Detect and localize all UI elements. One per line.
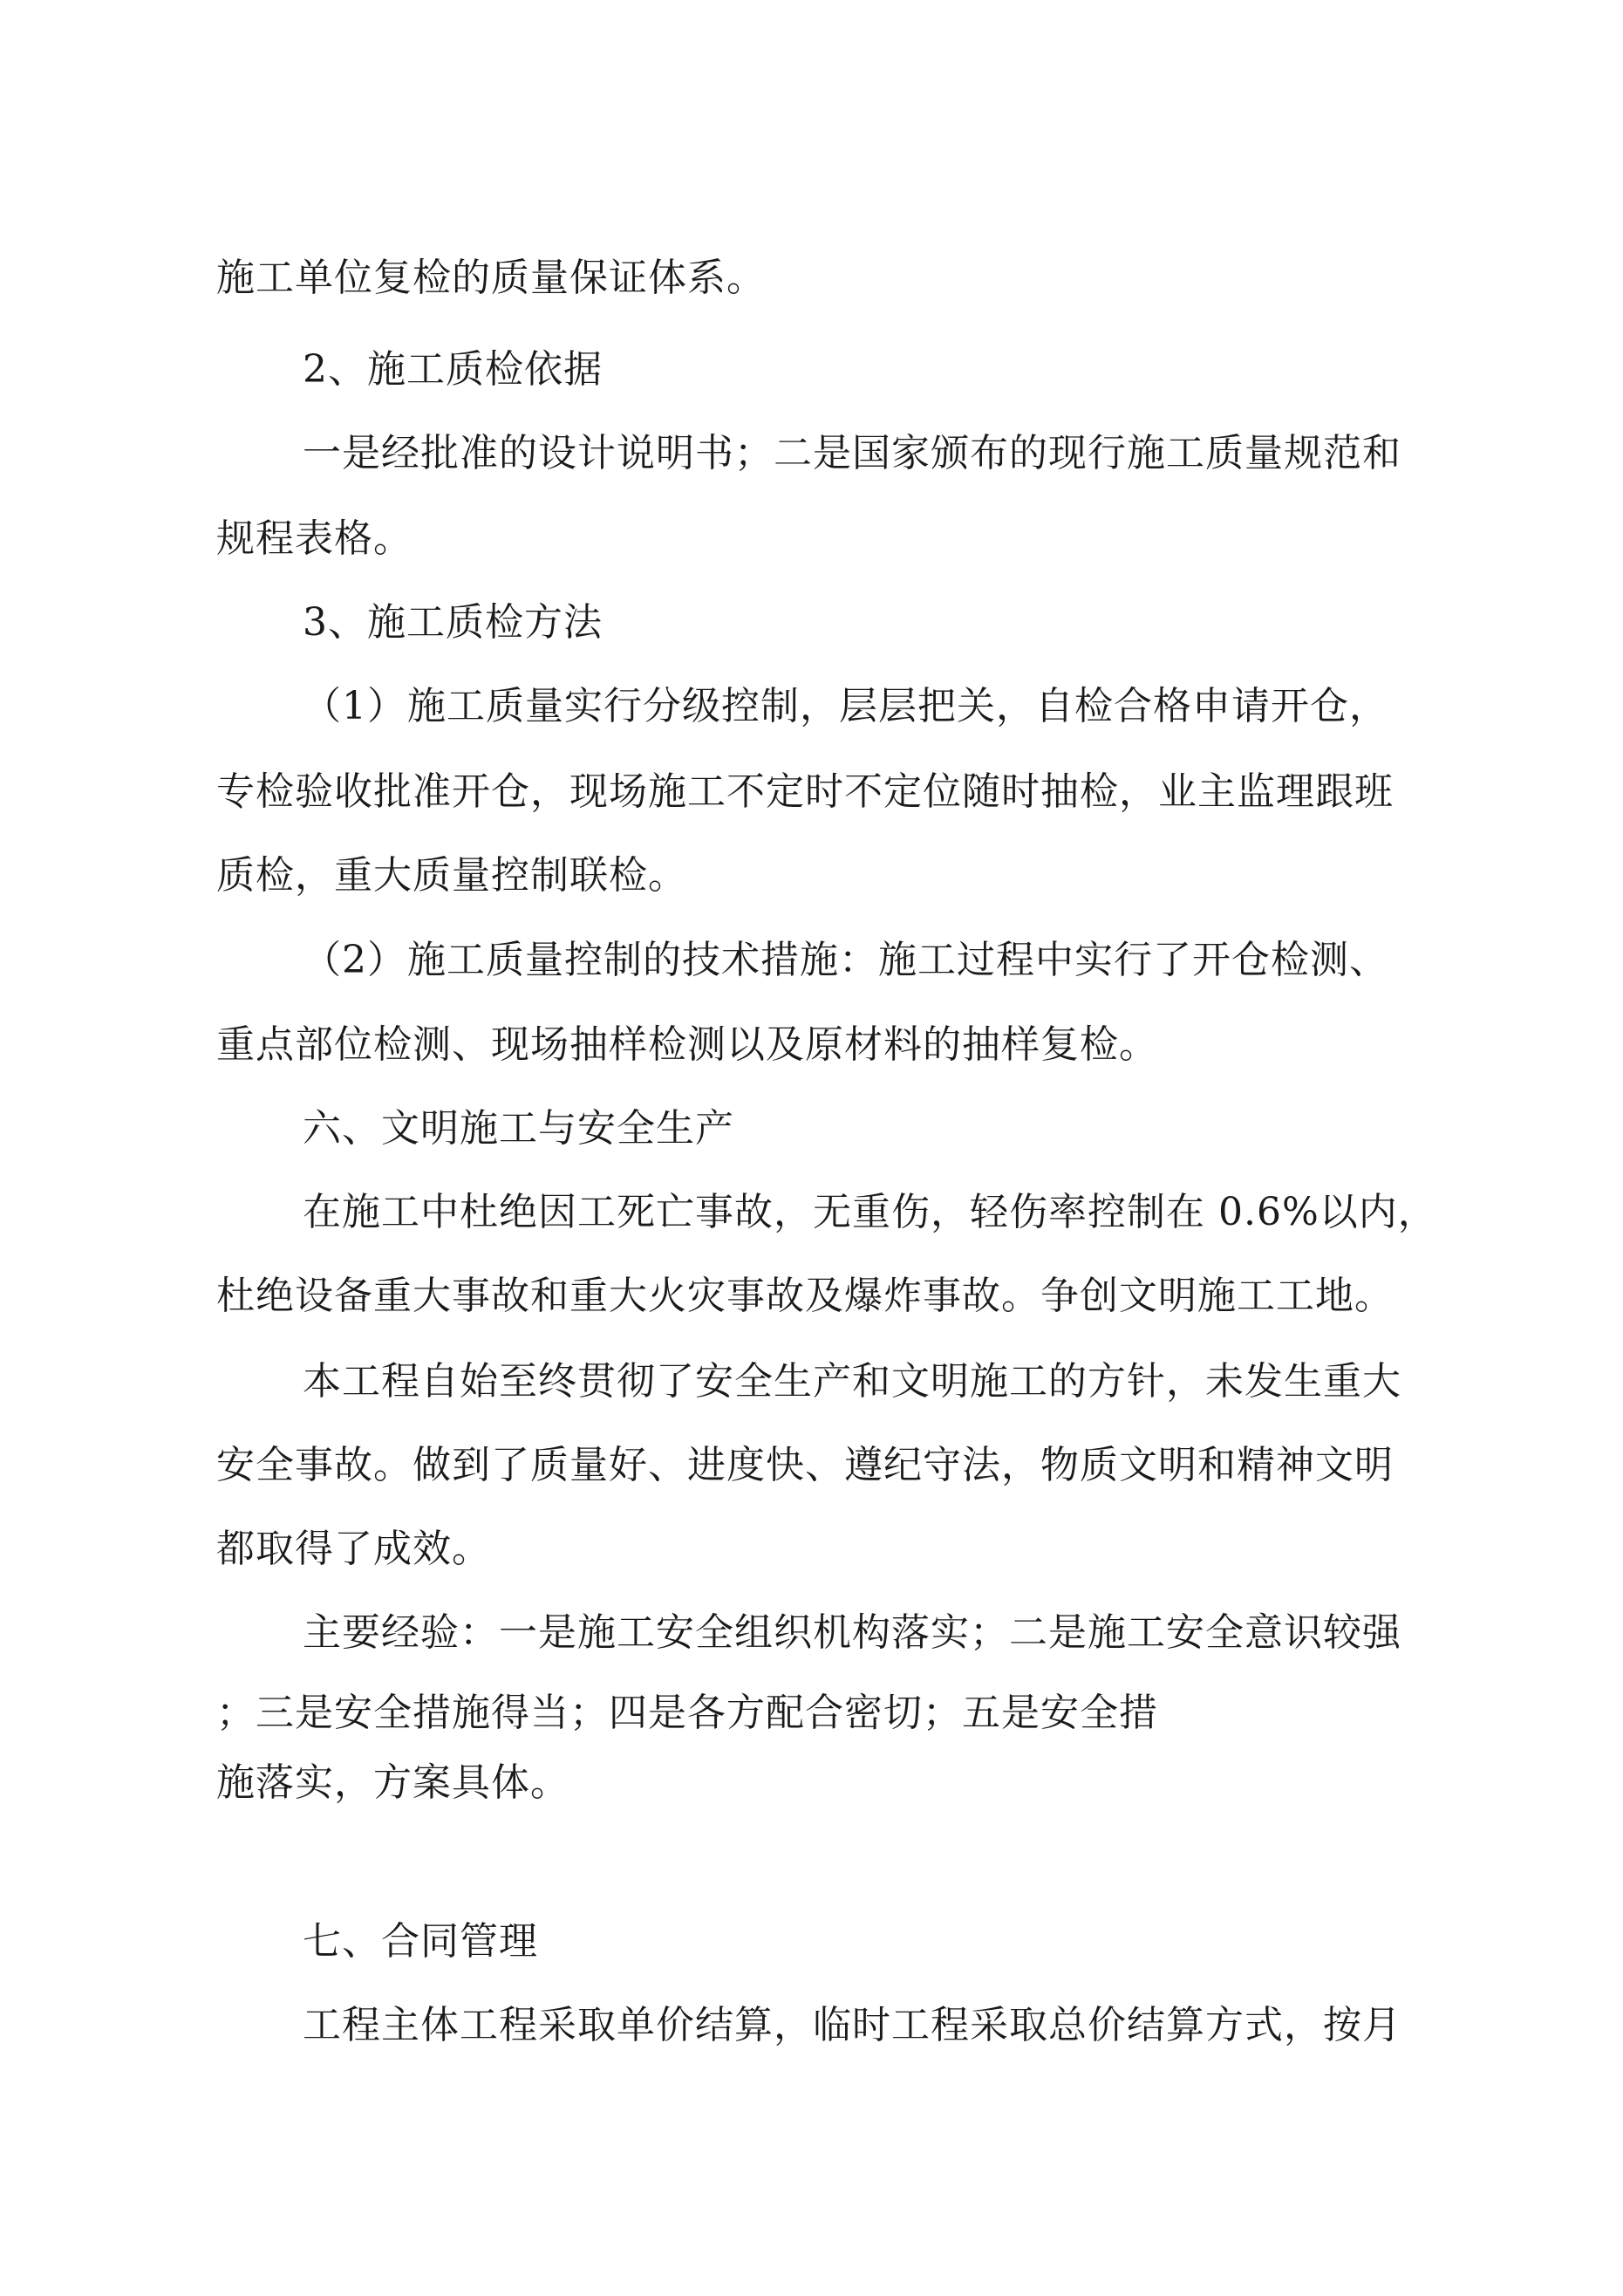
list-item-text: 施工质量控制的技术措施：施工过程中实行了开仓检测、 (407, 938, 1388, 982)
text-line: 主要经验：一是施工安全组织机构落实；二是施工安全意识较强 (303, 1610, 1401, 1655)
list-item (303, 936, 1388, 985)
text-line: 工程主体工程采取单价结算，临时工程采取总价结算方式，按月 (303, 2003, 1401, 2047)
text-line: 安全事故。做到了质量好、进度快、遵纪守法，物质文明和精神文明 (216, 1443, 1394, 1487)
text-line: 质检，重大质量控制联检。 (216, 853, 687, 898)
text-line: 重点部位检测、现场抽样检测以及原材料的抽样复检。 (216, 1022, 1158, 1067)
text-line: 施落实，方案具体。 (216, 1760, 569, 1805)
text-line: 专检验收批准开仓，现场施工不定时不定位随时抽检，业主监理跟班 (216, 769, 1394, 814)
list-item-number: （2） (303, 938, 406, 982)
text-line: 本工程自始至终贯彻了安全生产和文明施工的方针，未发生重大 (303, 1359, 1401, 1404)
text-line: 规程表格。 (216, 516, 413, 561)
text-line: 施工单位复检的质量保证体系。 (216, 256, 766, 300)
text-line: 一是经批准的设计说明书；二是国家颁布的现行施工质量规范和 (303, 431, 1401, 475)
list-item (303, 682, 1388, 731)
section-heading: 七、合同管理 (303, 1919, 538, 1964)
text-line: 在施工中杜绝因工死亡事故，无重伤，轻伤率控制在 0.6%以内， (303, 1190, 1437, 1234)
section-heading: 2、施工质检依据 (303, 347, 603, 392)
text-line: 都取得了成效。 (216, 1527, 491, 1571)
list-item-number: （1） (303, 684, 406, 728)
section-heading: 3、施工质检方法 (303, 600, 603, 645)
section-heading: 六、文明施工与安全生产 (303, 1106, 734, 1151)
list-item-text: 施工质量实行分级控制，层层把关，自检合格申请开仓， (407, 684, 1388, 728)
text-line: 杜绝设备重大事故和重大火灾事故及爆炸事故。争创文明施工工地。 (216, 1274, 1394, 1318)
text-line: ；三是安全措施得当；四是各方配合密切；五是安全措 (216, 1691, 1158, 1735)
